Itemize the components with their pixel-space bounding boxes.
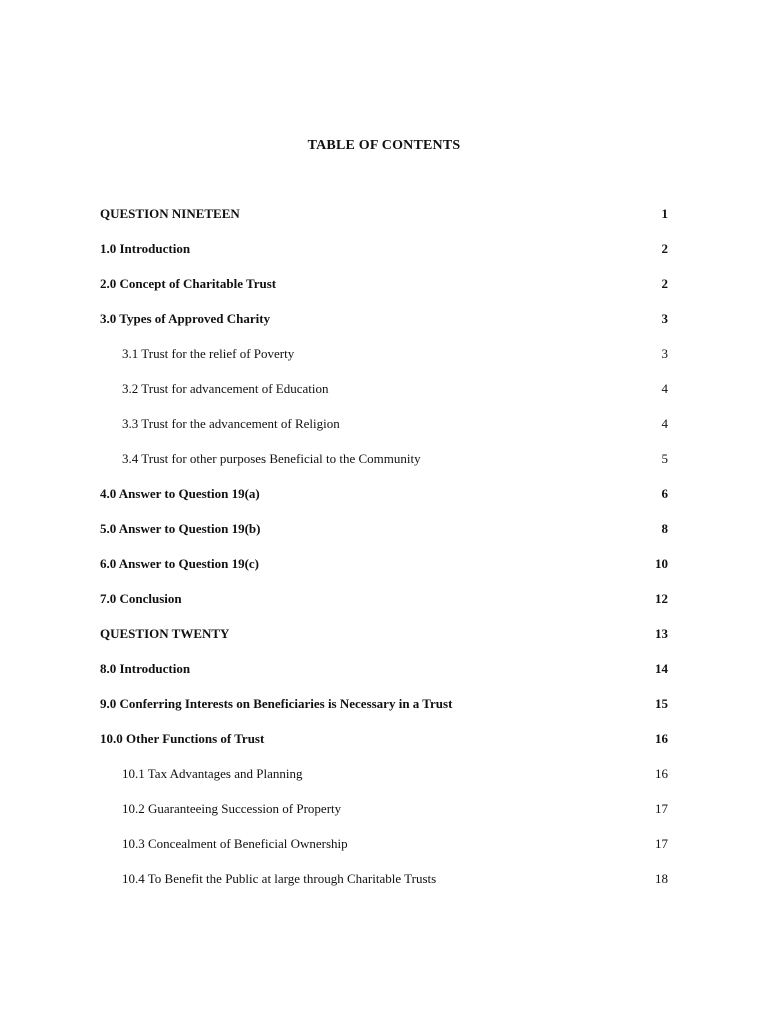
toc-entry[interactable] — [100, 791, 668, 826]
toc-entry-label: QUESTION TWENTY — [100, 625, 230, 641]
toc-entry-page-number: 8 — [661, 520, 668, 536]
toc-entry-label: 6.0 Answer to Question 19(c) — [100, 555, 260, 571]
toc-entry-page-number: 2 — [661, 240, 668, 256]
toc-entry-page-number: 17 — [655, 835, 668, 851]
toc-entry-label: 3.1 Trust for the relief of Poverty — [122, 345, 295, 361]
toc-entry-page-number: 17 — [655, 800, 668, 816]
toc-entry[interactable] — [100, 861, 668, 896]
toc-entry[interactable] — [100, 266, 668, 301]
toc-entry-label: 10.2 Guaranteeing Succession of Property — [122, 800, 342, 816]
toc-entry-page-number: 10 — [655, 555, 668, 571]
toc-entry[interactable] — [100, 756, 668, 791]
toc-entry-page-number: 5 — [661, 450, 668, 466]
toc-entry[interactable] — [100, 616, 668, 651]
toc-entry[interactable] — [100, 826, 668, 861]
toc-entry[interactable] — [100, 301, 668, 336]
toc-entry[interactable] — [100, 476, 668, 511]
toc-entry-label: 3.3 Trust for the advancement of Religion — [122, 415, 340, 431]
toc-entry-label: 10.0 Other Functions of Trust — [100, 730, 265, 746]
toc-entry[interactable] — [100, 581, 668, 616]
toc-entry[interactable] — [100, 371, 668, 406]
toc-entry-page-number: 6 — [661, 485, 668, 501]
toc-entry-label: 3.0 Types of Approved Charity — [100, 310, 271, 326]
toc-entry-label: 3.2 Trust for advancement of Education — [122, 380, 329, 396]
toc-entry-page-number: 12 — [655, 590, 668, 606]
toc-entry-page-number: 16 — [655, 765, 668, 781]
toc-entry-page-number: 13 — [655, 625, 668, 641]
toc-entry-label: 5.0 Answer to Question 19(b) — [100, 520, 261, 536]
toc-entry[interactable] — [100, 511, 668, 546]
toc-entry-label: 8.0 Introduction — [100, 660, 191, 676]
toc-entry-label: 10.3 Concealment of Beneficial Ownership — [122, 835, 348, 851]
toc-entry-page-number: 18 — [655, 870, 668, 886]
toc-list — [100, 196, 668, 896]
toc-entry[interactable] — [100, 686, 668, 721]
toc-entry-page-number: 4 — [661, 415, 668, 431]
toc-entry-label: 1.0 Introduction — [100, 240, 191, 256]
toc-entry-label: 9.0 Conferring Interests on Beneficiaries is Necessary in a Trust — [100, 695, 453, 711]
toc-entry[interactable] — [100, 196, 668, 231]
toc-entry-page-number: 14 — [655, 660, 668, 676]
toc-entry[interactable] — [100, 441, 668, 476]
toc-entry-page-number: 1 — [661, 205, 668, 221]
toc-entry-label: 3.4 Trust for other purposes Beneficial to the Community — [122, 450, 421, 466]
toc-entry-label: 10.1 Tax Advantages and Planning — [122, 765, 303, 781]
toc-entry-label: 10.4 To Benefit the Public at large through Charitable Trusts — [122, 870, 437, 886]
toc-entry-page-number: 2 — [661, 275, 668, 291]
toc-entry-page-number: 3 — [661, 310, 668, 326]
toc-entry-page-number: 3 — [661, 345, 668, 361]
toc-entry-label: 7.0 Conclusion — [100, 590, 182, 606]
toc-entry-label: 2.0 Concept of Charitable Trust — [100, 275, 277, 291]
toc-entry[interactable] — [100, 406, 668, 441]
toc-entry-page-number: 16 — [655, 730, 668, 746]
page-title: TABLE OF CONTENTS — [307, 138, 461, 153]
toc-entry[interactable] — [100, 336, 668, 371]
toc-entry[interactable] — [100, 546, 668, 581]
toc-entry[interactable] — [100, 231, 668, 266]
toc-entry-page-number: 4 — [661, 380, 668, 396]
toc-entry[interactable] — [100, 651, 668, 686]
toc-entry-label: QUESTION NINETEEN — [100, 205, 240, 221]
toc-entry-page-number: 15 — [655, 695, 668, 711]
toc-entry-label: 4.0 Answer to Question 19(a) — [100, 485, 260, 501]
toc-entry[interactable] — [100, 721, 668, 756]
